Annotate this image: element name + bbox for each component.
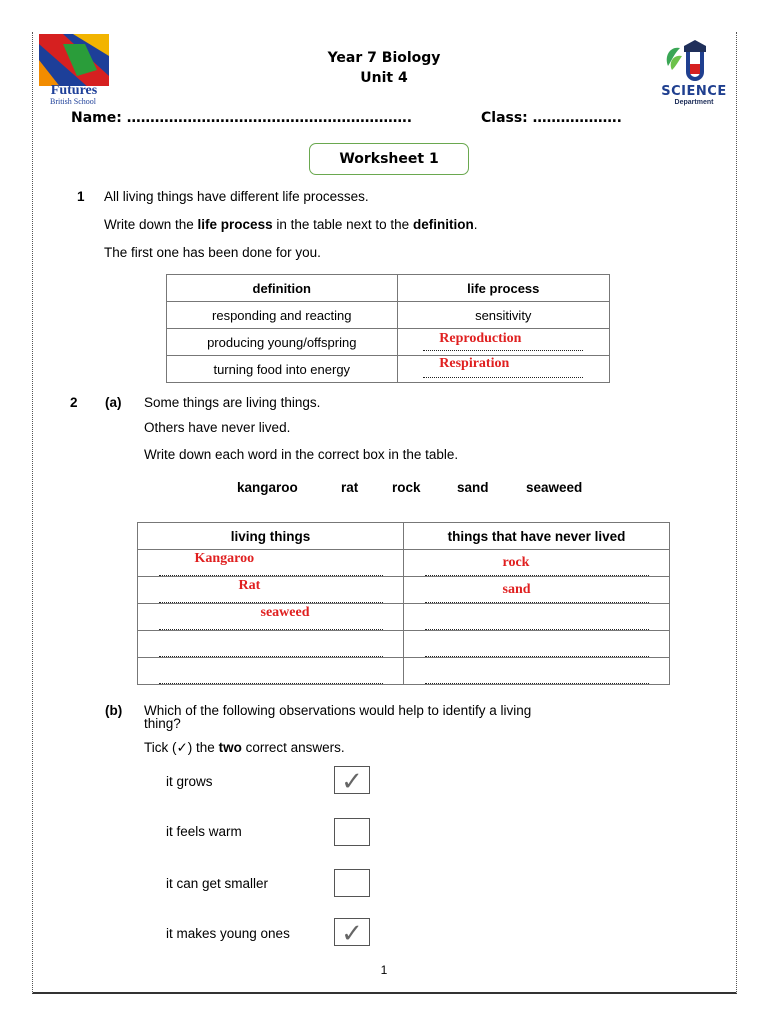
answer-living: Rat — [238, 578, 261, 593]
process-answer-cell[interactable] — [397, 329, 609, 356]
q2b-line1: Which of the following observations would help to identify a living — [144, 703, 532, 718]
worksheet-label: Worksheet 1 — [309, 143, 469, 175]
living-answer-cell[interactable] — [138, 550, 404, 577]
header-living: living things — [138, 523, 404, 550]
part-b-label: (b) — [105, 703, 123, 718]
table-row — [138, 631, 670, 658]
answer-never-lived: sand — [502, 582, 531, 597]
q1-line2: Write down the life process in the table next to the definition. — [104, 217, 478, 232]
table-row — [138, 550, 670, 577]
header-never-lived: things that have never lived — [404, 523, 670, 550]
table-row — [138, 658, 670, 685]
question-2-number: 2 — [70, 395, 78, 410]
never-lived-answer-cell[interactable] — [404, 577, 670, 604]
living-answer-cell[interactable] — [138, 604, 404, 631]
page-subtitle: Unit 4 — [360, 70, 408, 86]
dept-name: SCIENCE — [661, 84, 727, 99]
page-number: 1 — [380, 963, 388, 977]
never-lived-answer-cell[interactable] — [404, 604, 670, 631]
process-answer-cell[interactable] — [397, 356, 609, 383]
never-lived-answer-cell[interactable] — [404, 550, 670, 577]
answer-never-lived: rock — [502, 555, 530, 570]
word-item: rock — [392, 480, 421, 495]
living-things-table — [137, 522, 670, 685]
option-checkbox[interactable] — [334, 918, 370, 946]
school-name: Futures — [50, 83, 98, 98]
q2b-instruction: Tick (✓) the two correct answers. — [144, 740, 345, 755]
check-icon: ✓ — [341, 766, 363, 796]
option-label: it feels warm — [166, 824, 242, 839]
table-header-row — [167, 275, 610, 302]
word-item: sand — [457, 480, 489, 495]
life-process-table — [166, 274, 610, 383]
page-title: Year 7 Biology — [327, 50, 441, 66]
check-icon: ✓ — [341, 918, 363, 948]
school-subname: British School — [49, 97, 96, 106]
answer-living: seaweed — [260, 605, 310, 620]
q1-line3: The first one has been done for you. — [104, 245, 321, 260]
header-life-process: life process — [397, 275, 609, 302]
answer-reproduction: Reproduction — [439, 330, 522, 346]
table-header-row — [138, 523, 670, 550]
answer-respiration: Respiration — [439, 355, 510, 371]
option-checkbox[interactable] — [334, 766, 370, 794]
definition-cell: turning food into energy — [167, 356, 398, 383]
living-answer-cell[interactable] — [138, 577, 404, 604]
q2a-line3: Write down each word in the correct box in the table. — [144, 447, 459, 462]
living-answer-cell[interactable] — [138, 658, 404, 685]
answer-living: Kangaroo — [194, 551, 255, 566]
q2b-line2: thing? — [144, 716, 181, 731]
table-row — [138, 577, 670, 604]
word-item: seaweed — [526, 480, 583, 495]
never-lived-answer-cell[interactable] — [404, 631, 670, 658]
name-field: Name: ……………………………………………………. — [71, 110, 413, 126]
process-cell: sensitivity — [397, 302, 609, 329]
table-row — [167, 356, 610, 383]
never-lived-answer-cell[interactable] — [404, 658, 670, 685]
option-label: it grows — [166, 774, 213, 789]
header-definition: definition — [167, 275, 398, 302]
question-1-number: 1 — [77, 189, 85, 204]
page-border — [32, 32, 737, 994]
word-item: rat — [341, 480, 359, 495]
option-label: it can get smaller — [166, 876, 269, 891]
q2a-line1: Some things are living things. — [144, 395, 321, 410]
table-row — [167, 302, 610, 329]
school-logo — [33, 30, 113, 106]
table-row — [138, 604, 670, 631]
part-a-label: (a) — [105, 395, 122, 410]
living-answer-cell[interactable] — [138, 631, 404, 658]
class-field: Class: ………………. — [481, 110, 622, 126]
table-row — [167, 329, 610, 356]
option-checkbox[interactable] — [334, 818, 370, 846]
definition-cell: responding and reacting — [167, 302, 398, 329]
option-checkbox[interactable] — [334, 869, 370, 897]
word-item: kangaroo — [237, 480, 298, 495]
q1-line1: All living things have different life processes. — [104, 189, 369, 204]
q2a-line2: Others have never lived. — [144, 420, 291, 435]
dept-subname: Department — [674, 99, 714, 106]
definition-cell: producing young/offspring — [167, 329, 398, 356]
option-label: it makes young ones — [166, 926, 290, 941]
